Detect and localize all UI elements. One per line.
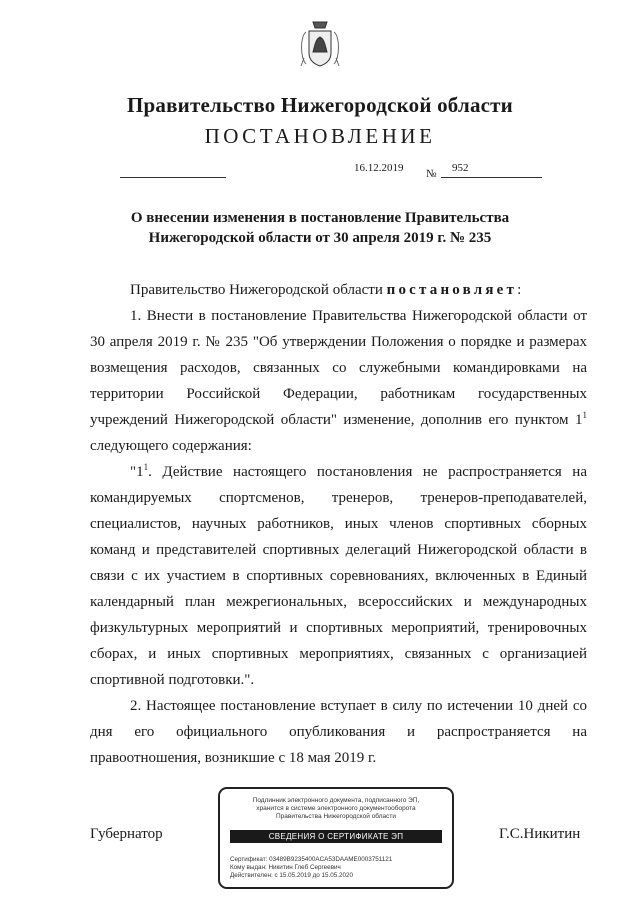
paragraph-1-end: следующего содержания:	[90, 438, 252, 454]
heading-line-1: О внесении изменения в постановление Правительства	[130, 210, 510, 226]
stamp-line-2: хранится в системе электронного документооборота	[256, 805, 416, 812]
coat-of-arms-icon	[298, 18, 342, 72]
signatory-position: Губернатор	[90, 826, 163, 842]
paragraph-1	[90, 303, 587, 459]
organization-title: Правительство Нижегородской области	[127, 93, 513, 117]
signatory-name: Г.С.Никитин	[499, 826, 581, 842]
paragraph-1-text: 1. Внести в постановление Правительства Нижегородской области от 30 апреля 2019 г. № 235 "Об утверждении Положения о порядке и размерах возмещения расходов, связанных со служебными командировками на территории Российской Федерации, работникам государственных учреждений Нижегородской области" изменение, дополнив его пунктом 1	[90, 308, 587, 428]
document-number: 952	[452, 162, 469, 174]
intro-colon: :	[517, 282, 522, 298]
electronic-signature-stamp	[218, 787, 454, 889]
certificate-validity: Действителен: с 15.05.2019 до 15.05.2020	[230, 872, 354, 879]
paragraph-1-1-start: "1	[130, 464, 144, 480]
certificate-serial: Сертификат: 03489B9235400ACA53DAAME0003751121	[230, 856, 393, 863]
resolves-word: постановляет	[386, 282, 518, 298]
heading-line-2: Нижегородской области от 30 апреля 2019 г. № 235	[148, 230, 492, 246]
number-sign: №	[426, 168, 437, 180]
paragraph-1-superscript: 1	[582, 410, 587, 420]
document-type: ПОСТАНОВЛЕНИЕ	[204, 124, 436, 148]
certificate-details	[230, 856, 392, 880]
resolution-intro	[90, 277, 587, 303]
number-underline	[441, 177, 542, 178]
document-date: 16.12.2019	[354, 162, 404, 174]
stamp-line-1: Подлинник электронного документа, подписанного ЭП,	[252, 797, 420, 804]
paragraph-1-1-text: . Действие настоящего постановления не распространяется на командируемых спортсменов, тренеров, тренеров-преподавателей, специалистов, научных работников, иных членов спортивных сборных команд и представителей спортивных делегаций Нижегородской области в связи с их участием в спортивных соревнованиях, включенных в Единый календарный план межрегиональных, всероссийских и международных физкультурных мероприятий и спортивных мероприятий, тренировочных сборах, и иных спортивных мероприятиях, связанных с организацией спортивной подготовки.".	[90, 464, 587, 688]
stamp-header	[230, 797, 442, 821]
paragraph-1-1	[90, 459, 587, 693]
certificate-owner: Кому выдан: Никитин Глеб Сергеевич	[230, 864, 341, 871]
paragraph-2: 2. Настоящее постановление вступает в силу по истечении 10 дней со дня его официального опубликования и распространяется на правоотношения, возникшие с 18 мая 2019 г.	[90, 698, 587, 766]
document-heading	[0, 208, 640, 248]
stamp-line-3: Правительства Нижегородской области	[275, 813, 397, 820]
paragraph-1-1-superscript: 1	[143, 462, 149, 472]
certificate-info-bar: СВЕДЕНИЯ О СЕРТИФИКАТЕ ЭП	[230, 830, 442, 843]
intro-text: Правительство Нижегородской области	[130, 282, 387, 298]
left-date-underline	[120, 177, 226, 178]
